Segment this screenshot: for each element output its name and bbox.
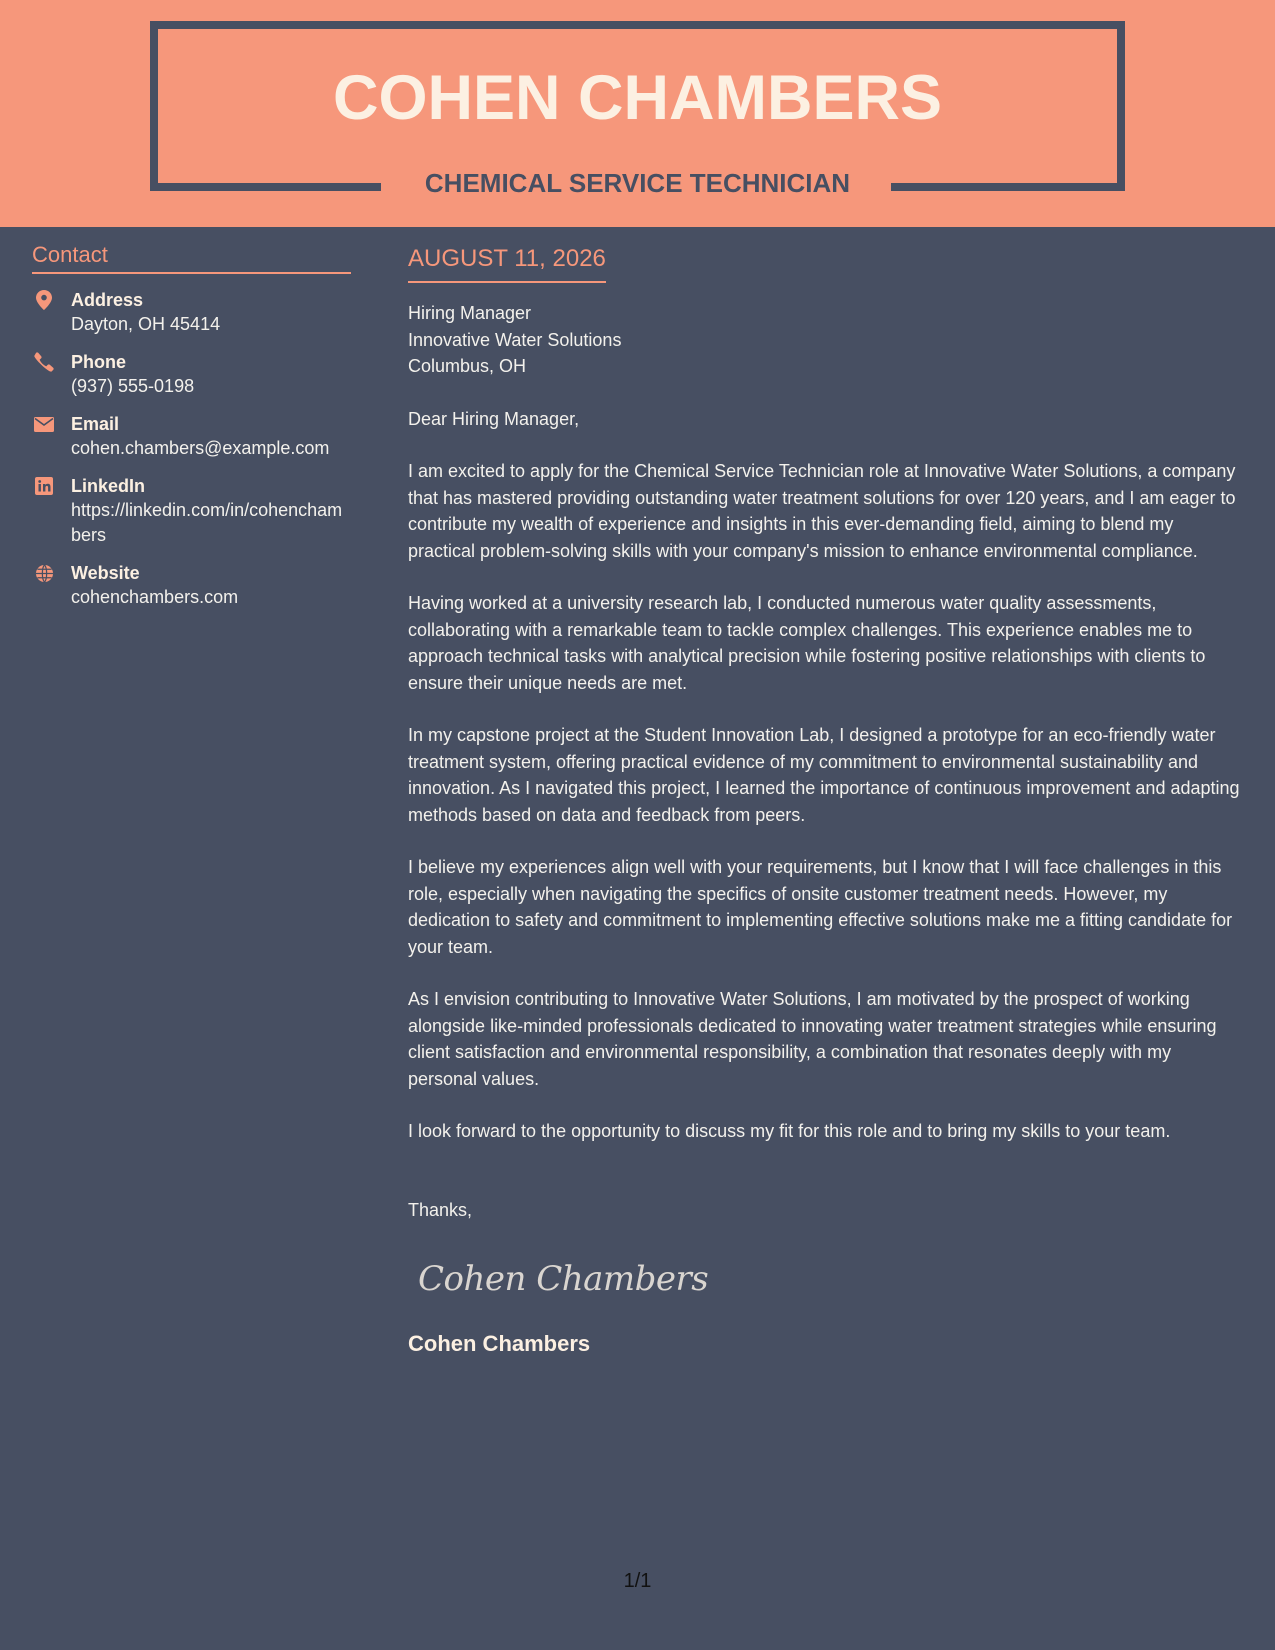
letter-paragraph: I am excited to apply for the Chemical Service Technician role at Innovative Water Solutions, a company that has mastered providing outstanding water treatment solutions for over 120 years, and I am eager to contribute my wealth of experience and insights in this ever-demanding field, aiming to blend my practical problem-solving skills with your company's mission to enhance environmental compliance. <box>408 461 1236 561</box>
page-number: 1/1 <box>623 1570 652 1592</box>
contact-label: Phone <box>71 352 127 372</box>
contact-sidebar <box>32 242 351 610</box>
recipient-line: Hiring Manager <box>408 303 532 323</box>
linkedin-icon <box>32 474 56 498</box>
envelope-icon <box>32 412 56 436</box>
job-title: CHEMICAL SERVICE TECHNICIAN <box>424 168 851 198</box>
letter-paragraph: I believe my experiences align well with your requirements, but I know that I will face challenges in this role, especially when navigating the specifics of onsite customer treatment needs. However, my dedication to safety and commitment to implementing effective solutions make me a fitting candidate for your team. <box>408 857 1233 957</box>
contact-item-website <box>32 561 351 610</box>
phone-icon <box>32 350 56 374</box>
recipient-block <box>408 300 1243 380</box>
contact-label: Email <box>71 414 120 434</box>
contact-heading: Contact <box>32 242 351 274</box>
candidate-name: COHEN CHAMBERS <box>332 63 943 133</box>
contact-value: Dayton, OH 45414 <box>71 314 221 334</box>
salutation: Dear Hiring Manager, <box>408 408 580 429</box>
letter-paragraph: In my capstone project at the Student Innovation Lab, I designed a prototype for an eco-friendly water treatment system, offering practical evidence of my commitment to environmental sustainability and innovation. As I navigated this project, I learned the importance of continuous improvement and adapting methods based on data and feedback from peers. <box>408 725 1240 825</box>
contact-label: Address <box>71 290 144 310</box>
letter-body <box>408 243 1243 1358</box>
contact-item-address <box>32 288 351 337</box>
contact-item-phone <box>32 350 351 399</box>
closing: Thanks, <box>408 1199 473 1220</box>
contact-value[interactable]: https://linkedin.com/in/cohenchambers <box>71 500 343 545</box>
contact-value: cohen.chambers@example.com <box>71 438 330 458</box>
globe-icon <box>32 561 56 585</box>
contact-item-linkedin <box>32 474 351 548</box>
recipient-line: Innovative Water Solutions <box>408 329 622 350</box>
letter-date: AUGUST 11, 2026 <box>408 243 606 283</box>
letter-paragraph: I look forward to the opportunity to discuss my fit for this role and to bring my skills to your team. <box>408 1121 1171 1141</box>
contact-value: (937) 555-0198 <box>71 376 195 396</box>
letter-paragraph: Having worked at a university research lab, I conducted numerous water quality assessments, collaborating with a remarkable team to tackle complex challenges. This experience enables me to approach technical tasks with analytical precision while fostering positive relationships with clients to ensure their unique needs are met. <box>408 593 1206 693</box>
contact-label: LinkedIn <box>71 476 146 496</box>
letter-paragraph: As I envision contributing to Innovative Water Solutions, I am motivated by the prospect of working alongside like-minded professionals dedicated to innovating water treatment strategies while ensuring client satisfaction and environmental responsibility, a combination that resonates deeply with my personal values. <box>408 989 1217 1089</box>
contact-item-email <box>32 412 351 461</box>
signature-image: Cohen Chambers <box>418 1259 709 1299</box>
header-banner <box>0 0 1275 227</box>
map-pin-icon <box>32 288 56 312</box>
signer-name: Cohen Chambers <box>408 1331 591 1356</box>
contact-value[interactable]: cohenchambers.com <box>71 587 239 607</box>
recipient-line: Columbus, OH <box>408 356 527 376</box>
contact-label: Website <box>71 563 140 583</box>
